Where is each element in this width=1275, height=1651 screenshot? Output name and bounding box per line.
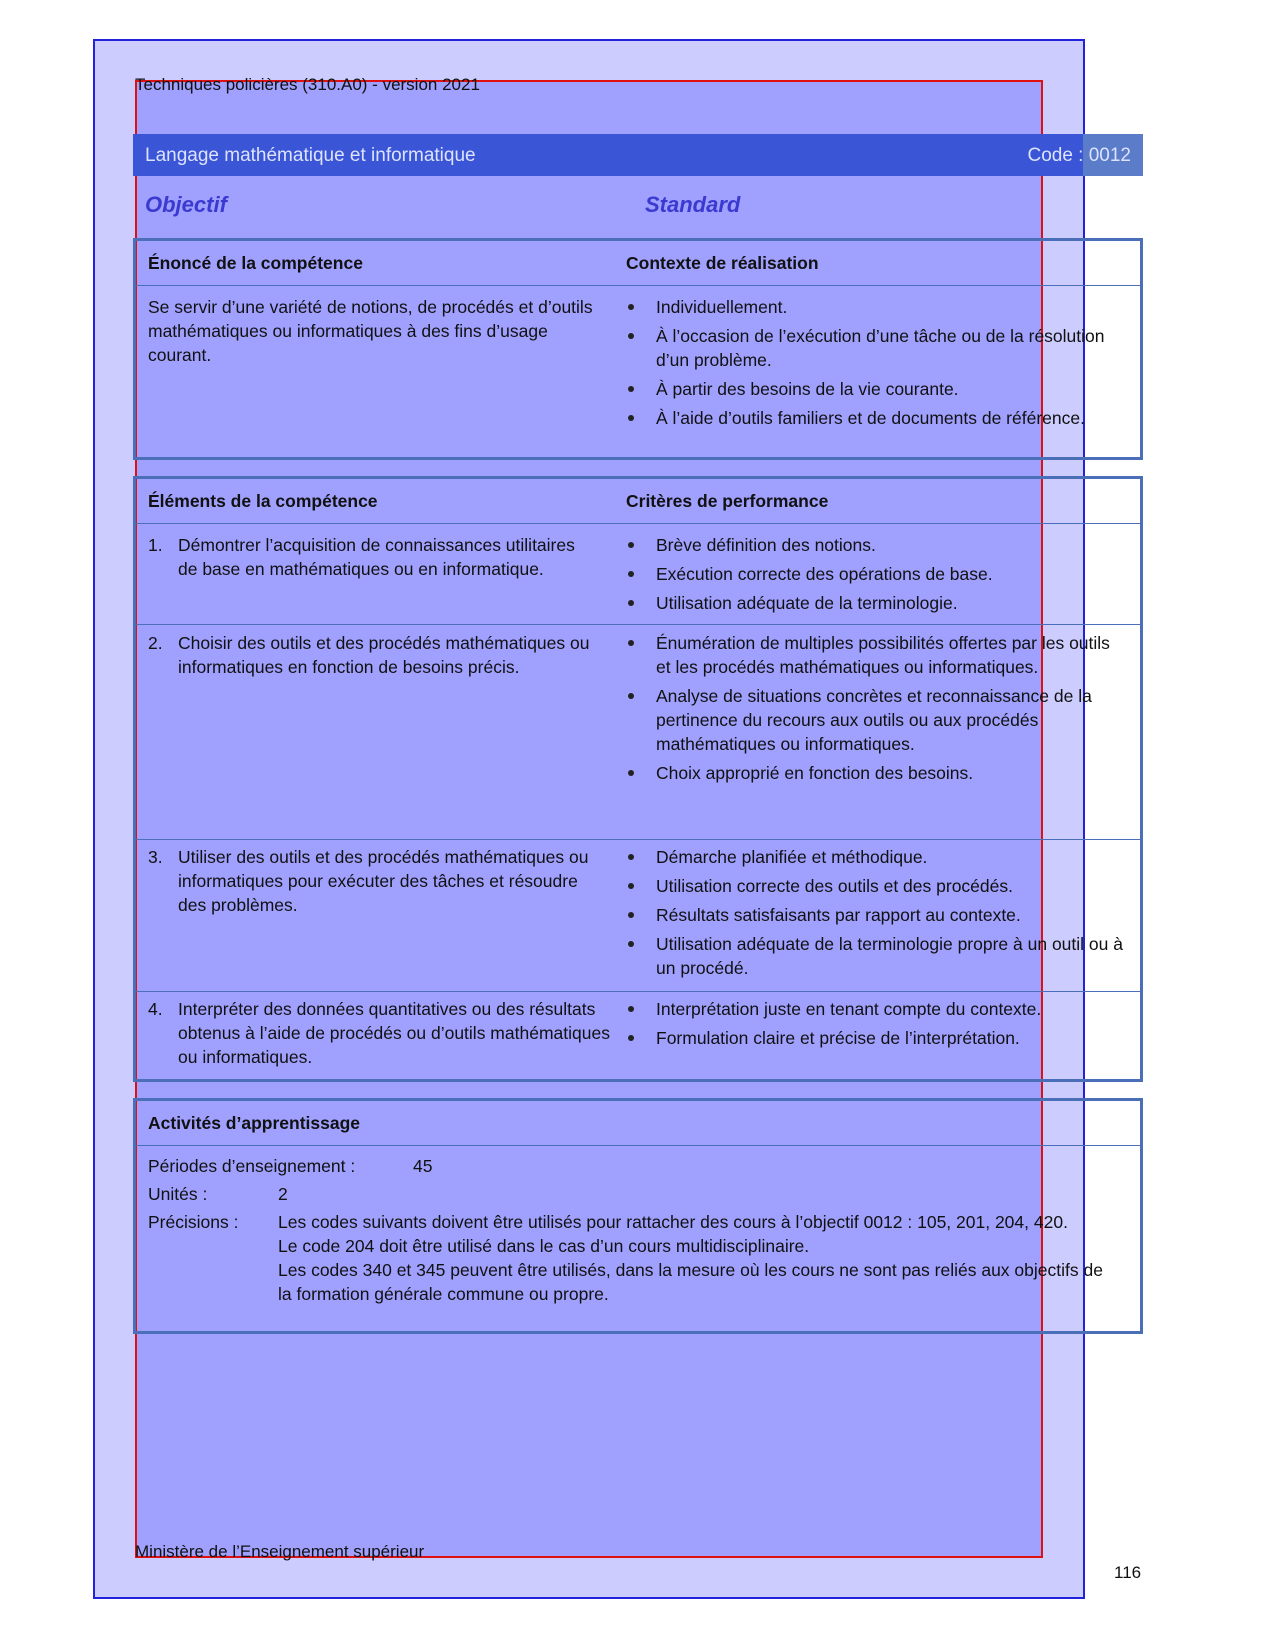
bullet-icon bbox=[628, 600, 634, 606]
activities-box bbox=[133, 1098, 1143, 1334]
bullet-icon bbox=[628, 883, 634, 889]
competence-statement-title: Énoncé de la compétence bbox=[148, 253, 363, 273]
competence-statement: Se servir d’une variété de notions, de procédés et d’outils mathématiques ou informatiques à des fins d’usage courant. bbox=[148, 297, 593, 365]
divider bbox=[136, 624, 1140, 625]
bullet-icon bbox=[628, 542, 634, 548]
units-label: Unités : bbox=[148, 1184, 208, 1204]
bullet-icon bbox=[628, 304, 634, 310]
list-item: Utilisation correcte des outils et des procédés. bbox=[626, 874, 1126, 898]
objective-heading: Objectif bbox=[145, 192, 227, 217]
bullet-icon bbox=[628, 770, 634, 776]
list-item: Formulation claire et précise de l’interprétation. bbox=[626, 1026, 1126, 1050]
course-title: Langage mathématique et informatique bbox=[145, 145, 476, 166]
bullet-icon bbox=[628, 333, 634, 339]
bullet-icon bbox=[628, 640, 634, 646]
criteria-title: Critères de performance bbox=[626, 491, 829, 511]
elements-title: Éléments de la compétence bbox=[148, 491, 378, 511]
list-item: Démarche planifiée et méthodique. bbox=[626, 845, 1126, 869]
precision-item: Les codes 340 et 345 peuvent être utilisés, dans la mesure où les cours ne sont pas reliés aux objectifs de la formation générale commune ou propre. bbox=[278, 1260, 1103, 1304]
bullet-icon bbox=[628, 386, 634, 392]
standard-heading: Standard bbox=[645, 192, 741, 217]
bullet-icon bbox=[628, 1035, 634, 1041]
bullet-icon bbox=[628, 571, 634, 577]
list-item: Énumération de multiples possibilités offertes par les outils et les procédés mathématiques ou informatiques. bbox=[626, 631, 1126, 679]
list-item: À l’occasion de l’exécution d’une tâche ou de la résolution d’un problème. bbox=[626, 324, 1126, 372]
context-list bbox=[626, 295, 1126, 435]
elements-box bbox=[133, 476, 1143, 1082]
page-number: 116 bbox=[1114, 1563, 1142, 1582]
list-item: Utilisation adéquate de la terminologie propre à un outil ou à un procédé. bbox=[626, 932, 1126, 980]
divider bbox=[136, 839, 1140, 840]
element-item: 4. Interpréter des données quantitatives ou des résultats obtenus à l’aide de procédés ou d’outils mathématiques ou informatiques. bbox=[148, 999, 610, 1067]
precision-item: Les codes suivants doivent être utilisés pour rattacher des cours à l’objectif 0012 : 105, 201, 204, 420. bbox=[278, 1212, 1068, 1232]
divider bbox=[136, 523, 1140, 524]
criteria-list bbox=[626, 533, 1126, 620]
element-item: 1. Démontrer l’acquisition de connaissances utilitaires de base en mathématiques ou en informatique. bbox=[148, 535, 575, 579]
periods-value: 45 bbox=[413, 1156, 433, 1176]
divider bbox=[136, 285, 1140, 286]
list-item: Analyse de situations concrètes et reconnaissance de la pertinence du recours aux outils ou aux procédés mathématiques ou informatiques. bbox=[626, 684, 1126, 756]
periods-label: Périodes d’enseignement : bbox=[148, 1156, 356, 1176]
divider bbox=[136, 991, 1140, 992]
list-item: Interprétation juste en tenant compte du contexte. bbox=[626, 997, 1126, 1021]
bullet-icon bbox=[628, 415, 634, 421]
list-item: À partir des besoins de la vie courante. bbox=[626, 377, 1126, 401]
units-value: 2 bbox=[278, 1184, 288, 1204]
list-item: Individuellement. bbox=[626, 295, 1126, 319]
criteria-list bbox=[626, 845, 1126, 985]
list-item: Choix approprié en fonction des besoins. bbox=[626, 761, 1126, 785]
ministry-footer: Ministère de l’Enseignement supérieur bbox=[135, 1542, 425, 1561]
precision-item: Le code 204 doit être utilisé dans le cas d’un cours multidisciplinaire. bbox=[278, 1236, 810, 1256]
divider bbox=[136, 1145, 1140, 1146]
criteria-list bbox=[626, 631, 1126, 790]
bullet-icon bbox=[628, 693, 634, 699]
list-item: Brève définition des notions. bbox=[626, 533, 1126, 557]
list-item: Utilisation adéquate de la terminologie. bbox=[626, 591, 1126, 615]
bullet-icon bbox=[628, 912, 634, 918]
bullet-icon bbox=[628, 941, 634, 947]
list-item: Exécution correcte des opérations de base. bbox=[626, 562, 1126, 586]
course-title-band bbox=[133, 134, 1143, 176]
precisions-list bbox=[278, 1210, 1118, 1306]
list-item: Résultats satisfaisants par rapport au contexte. bbox=[626, 903, 1126, 927]
bullet-icon bbox=[628, 854, 634, 860]
course-code: Code : 0012 bbox=[1027, 145, 1131, 166]
precisions-label: Précisions : bbox=[148, 1212, 239, 1232]
context-title: Contexte de réalisation bbox=[626, 253, 819, 273]
criteria-list bbox=[626, 997, 1126, 1055]
element-item: 2. Choisir des outils et des procédés mathématiques ou informatiques en fonction de besoins précis. bbox=[148, 633, 590, 677]
competence-box bbox=[133, 238, 1143, 460]
bullet-icon bbox=[628, 1006, 634, 1012]
element-item: 3. Utiliser des outils et des procédés mathématiques ou informatiques pour exécuter des tâches et résoudre des problèmes. bbox=[148, 847, 589, 915]
activities-title: Activités d’apprentissage bbox=[148, 1113, 361, 1133]
list-item: À l’aide d’outils familiers et de documents de référence. bbox=[626, 406, 1126, 430]
program-header: Techniques policières (310.A0) - version 2021 bbox=[135, 75, 480, 94]
